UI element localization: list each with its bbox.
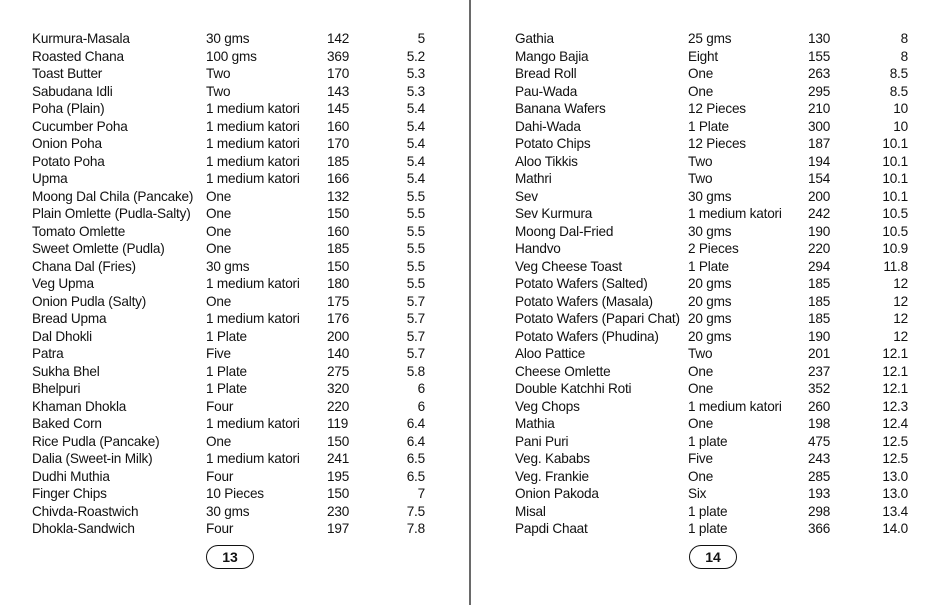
quantity-cell: 100 gms [206, 48, 257, 64]
quantity-cell: 1 medium katori [206, 416, 300, 431]
quantity-cell: Two [688, 153, 713, 169]
calories-cell: 237 [808, 363, 831, 379]
table-row [472, 30, 942, 48]
food-name-cell: Toast Butter [32, 66, 103, 81]
value-cell: 6.5 [406, 451, 425, 466]
value-cell: 5.7 [406, 311, 425, 326]
calories-cell: 180 [327, 276, 350, 291]
food-name-cell: Potato Wafers (Salted) [515, 276, 648, 291]
calories-cell: 241 [327, 451, 350, 466]
food-name-cell: Aloo Pattice [515, 346, 586, 361]
calories-cell: 170 [327, 66, 350, 81]
quantity-cell: One [206, 206, 232, 221]
table-row [0, 170, 470, 188]
food-name-cell: Double Katchhi Roti [515, 381, 632, 396]
table-row [0, 485, 470, 503]
quantity-cell: 30 gms [688, 223, 732, 239]
table-row [0, 468, 470, 486]
value-cell: 10 [893, 101, 908, 116]
quantity-cell: One [206, 433, 232, 449]
food-name-cell: Dahi-Wada [515, 118, 581, 134]
table-row [472, 205, 942, 223]
value-cell: 5.7 [406, 293, 425, 309]
table-row [0, 275, 470, 293]
food-name-cell: Cheese Omlette [515, 363, 611, 379]
food-table-left [0, 30, 470, 538]
calories-cell: 145 [327, 101, 350, 116]
value-cell: 8.5 [889, 83, 908, 99]
quantity-cell: 20 gms [688, 276, 732, 291]
value-cell: 12.1 [882, 381, 908, 396]
value-cell: 12.5 [882, 433, 908, 449]
table-row [472, 293, 942, 311]
table-row [472, 275, 942, 293]
right-page [472, 0, 942, 605]
quantity-cell: 30 gms [206, 258, 250, 274]
calories-cell: 160 [327, 118, 350, 134]
value-cell: 12.1 [882, 346, 908, 361]
food-name-cell: Veg Chops [515, 398, 580, 414]
table-row [472, 258, 942, 276]
calories-cell: 210 [808, 101, 831, 116]
food-name-cell: Veg Cheese Toast [515, 258, 622, 274]
value-cell: 5.5 [406, 188, 425, 204]
food-name-cell: Bread Roll [515, 66, 577, 81]
quantity-cell: One [688, 66, 714, 81]
calories-cell: 154 [808, 171, 831, 186]
table-row [0, 310, 470, 328]
calories-cell: 130 [808, 31, 831, 46]
quantity-cell: 12 Pieces [688, 101, 746, 116]
quantity-cell: One [206, 241, 232, 256]
table-row [472, 433, 942, 451]
calories-cell: 166 [327, 171, 350, 186]
quantity-cell: 1 medium katori [206, 136, 300, 151]
food-name-cell: Pau-Wada [515, 83, 578, 99]
quantity-cell: 1 medium katori [688, 206, 782, 221]
food-name-cell: Potato Wafers (Papari Chat) [515, 311, 680, 326]
quantity-cell: Two [206, 66, 231, 81]
table-row [472, 398, 942, 416]
quantity-cell: Five [206, 346, 231, 361]
food-name-cell: Pani Puri [515, 433, 569, 449]
quantity-cell: 1 Plate [688, 258, 729, 274]
quantity-cell: One [688, 381, 714, 396]
value-cell: 5.4 [406, 101, 425, 116]
calories-cell: 243 [808, 451, 831, 466]
calories-cell: 119 [327, 416, 349, 431]
table-row [0, 328, 470, 346]
value-cell: 5.5 [406, 258, 425, 274]
calories-cell: 176 [327, 311, 350, 326]
food-table-right [472, 30, 942, 538]
food-name-cell: Misal [515, 503, 546, 519]
quantity-cell: Two [688, 171, 713, 186]
book-spine-divider [469, 0, 471, 605]
value-cell: 5.8 [406, 363, 425, 379]
calories-cell: 143 [327, 83, 350, 99]
value-cell: 10.5 [882, 206, 908, 221]
table-row [472, 503, 942, 521]
food-name-cell: Kurmura-Masala [32, 31, 130, 46]
calories-cell: 170 [327, 136, 350, 151]
table-row [0, 450, 470, 468]
calories-cell: 140 [327, 346, 350, 361]
table-row [472, 485, 942, 503]
calories-cell: 195 [327, 468, 350, 484]
food-name-cell: Baked Corn [32, 416, 102, 431]
calories-cell: 242 [808, 206, 831, 221]
table-row [0, 293, 470, 311]
quantity-cell: Five [688, 451, 713, 466]
food-name-cell: Sev [515, 188, 538, 204]
quantity-cell: 1 Plate [206, 381, 247, 396]
table-row [0, 363, 470, 381]
value-cell: 6 [417, 381, 425, 396]
value-cell: 12 [893, 311, 908, 326]
food-name-cell: Poha (Plain) [32, 101, 105, 116]
calories-cell: 185 [808, 276, 831, 291]
table-row [0, 30, 470, 48]
quantity-cell: One [206, 188, 232, 204]
table-row [472, 100, 942, 118]
value-cell: 5.3 [406, 83, 425, 99]
value-cell: 7.8 [406, 521, 425, 536]
table-row [472, 328, 942, 346]
food-name-cell: Veg Upma [32, 276, 94, 291]
calories-cell: 230 [327, 503, 350, 519]
food-name-cell: Dal Dhokli [32, 328, 92, 344]
value-cell: 5.2 [406, 48, 425, 64]
food-name-cell: Sev Kurmura [515, 206, 593, 221]
quantity-cell: 20 gms [688, 328, 732, 344]
food-name-cell: Handvo [515, 241, 561, 256]
table-row [0, 240, 470, 258]
calories-cell: 200 [327, 328, 350, 344]
page-number-badge: 13 [206, 545, 254, 569]
calories-cell: 300 [808, 118, 831, 134]
table-row [472, 65, 942, 83]
food-name-cell: Patra [32, 346, 64, 361]
calories-cell: 175 [327, 293, 350, 309]
calories-cell: 185 [808, 293, 831, 309]
table-row [0, 153, 470, 171]
value-cell: 12 [893, 328, 908, 344]
calories-cell: 160 [327, 223, 350, 239]
quantity-cell: 1 medium katori [688, 398, 782, 414]
table-row [0, 398, 470, 416]
value-cell: 10.5 [882, 223, 908, 239]
food-name-cell: Chivda-Roastwich [32, 503, 139, 519]
table-row [472, 468, 942, 486]
quantity-cell: 25 gms [688, 31, 732, 46]
calories-cell: 185 [327, 241, 350, 256]
table-row [472, 223, 942, 241]
food-name-cell: Onion Pudla (Salty) [32, 293, 147, 309]
value-cell: 12 [893, 293, 908, 309]
value-cell: 8 [900, 48, 908, 64]
calories-cell: 185 [808, 311, 831, 326]
calories-cell: 200 [808, 188, 831, 204]
table-row [472, 363, 942, 381]
value-cell: 5.4 [406, 118, 425, 134]
left-page [0, 0, 470, 605]
food-name-cell: Rice Pudla (Pancake) [32, 433, 160, 449]
value-cell: 6.4 [406, 433, 425, 449]
value-cell: 5.7 [406, 328, 425, 344]
calories-cell: 150 [327, 486, 350, 501]
food-name-cell: Onion Poha [32, 136, 102, 151]
value-cell: 13.0 [882, 468, 908, 484]
table-row [0, 135, 470, 153]
value-cell: 13.0 [882, 486, 908, 501]
quantity-cell: 1 Plate [206, 363, 247, 379]
value-cell: 12.5 [882, 451, 908, 466]
food-name-cell: Sabudana Idli [32, 83, 113, 99]
value-cell: 10.9 [882, 241, 908, 256]
food-name-cell: Potato Poha [32, 153, 105, 169]
calories-cell: 187 [808, 136, 831, 151]
value-cell: 12.3 [882, 398, 908, 414]
calories-cell: 220 [808, 241, 831, 256]
quantity-cell: One [206, 223, 232, 239]
quantity-cell: 1 medium katori [206, 311, 300, 326]
table-row [472, 415, 942, 433]
food-name-cell: Bread Upma [32, 311, 107, 326]
food-name-cell: Dudhi Muthia [32, 468, 110, 484]
food-name-cell: Onion Pakoda [515, 486, 599, 501]
calories-cell: 150 [327, 258, 350, 274]
table-row [472, 48, 942, 66]
table-row [472, 240, 942, 258]
calories-cell: 294 [808, 258, 831, 274]
quantity-cell: One [688, 83, 714, 99]
table-row [472, 188, 942, 206]
calories-cell: 194 [808, 153, 831, 169]
value-cell: 11.8 [883, 258, 908, 274]
calories-cell: 295 [808, 83, 831, 99]
quantity-cell: Two [206, 83, 231, 99]
food-name-cell: Khaman Dhokla [32, 398, 127, 414]
food-name-cell: Sukha Bhel [32, 363, 100, 379]
food-name-cell: Dhokla-Sandwich [32, 521, 135, 536]
calories-cell: 369 [327, 48, 350, 64]
quantity-cell: One [688, 468, 714, 484]
food-name-cell: Cucumber Poha [32, 118, 128, 134]
food-name-cell: Chana Dal (Fries) [32, 258, 136, 274]
table-row [0, 65, 470, 83]
table-row [0, 48, 470, 66]
food-name-cell: Potato Wafers (Masala) [515, 293, 653, 309]
food-name-cell: Finger Chips [32, 486, 107, 501]
quantity-cell: 20 gms [688, 311, 732, 326]
food-name-cell: Papdi Chaat [515, 521, 588, 536]
quantity-cell: Six [688, 486, 707, 501]
quantity-cell: Four [206, 468, 234, 484]
food-name-cell: Aloo Tikkis [515, 153, 578, 169]
table-row [0, 100, 470, 118]
food-name-cell: Dalia (Sweet-in Milk) [32, 451, 153, 466]
table-row [472, 135, 942, 153]
quantity-cell: 1 plate [688, 521, 728, 536]
food-name-cell: Mathri [515, 171, 552, 186]
value-cell: 14.0 [882, 521, 908, 536]
value-cell: 5.5 [406, 206, 425, 221]
value-cell: 12.4 [882, 416, 908, 431]
quantity-cell: 10 Pieces [206, 486, 264, 501]
quantity-cell: 30 gms [688, 188, 732, 204]
food-name-cell: Banana Wafers [515, 101, 606, 116]
value-cell: 5.4 [406, 136, 425, 151]
calories-cell: 190 [808, 328, 831, 344]
value-cell: 7 [417, 486, 425, 501]
calories-cell: 260 [808, 398, 831, 414]
calories-cell: 220 [327, 398, 350, 414]
calories-cell: 475 [808, 433, 831, 449]
food-name-cell: Sweet Omlette (Pudla) [32, 241, 165, 256]
value-cell: 12 [893, 276, 908, 291]
food-name-cell: Potato Chips [515, 136, 591, 151]
food-name-cell: Potato Wafers (Phudina) [515, 328, 659, 344]
value-cell: 12.1 [882, 363, 908, 379]
calories-cell: 298 [808, 503, 831, 519]
table-row [0, 188, 470, 206]
calories-cell: 263 [808, 66, 831, 81]
table-row [472, 170, 942, 188]
value-cell: 6.5 [406, 468, 425, 484]
table-row [472, 520, 942, 538]
quantity-cell: Eight [688, 48, 718, 64]
quantity-cell: Four [206, 521, 234, 536]
quantity-cell: 1 plate [688, 503, 728, 519]
food-name-cell: Veg. Kababs [515, 451, 590, 466]
table-row [0, 380, 470, 398]
food-name-cell: Bhelpuri [32, 381, 81, 396]
food-name-cell: Gathia [515, 31, 554, 46]
table-row [0, 520, 470, 538]
table-row [472, 83, 942, 101]
food-name-cell: Mango Bajia [515, 48, 589, 64]
calories-cell: 201 [808, 346, 831, 361]
value-cell: 5 [417, 31, 425, 46]
value-cell: 10.1 [882, 136, 908, 151]
quantity-cell: One [688, 363, 714, 379]
table-row [472, 380, 942, 398]
value-cell: 5.3 [406, 66, 425, 81]
table-row [0, 433, 470, 451]
value-cell: 6 [417, 398, 425, 414]
quantity-cell: 1 plate [688, 433, 728, 449]
value-cell: 8 [900, 31, 908, 46]
calories-cell: 150 [327, 433, 350, 449]
value-cell: 6.4 [406, 416, 425, 431]
table-row [0, 258, 470, 276]
quantity-cell: Four [206, 398, 234, 414]
quantity-cell: 1 medium katori [206, 118, 300, 134]
value-cell: 10.1 [882, 188, 908, 204]
food-name-cell: Roasted Chana [32, 48, 124, 64]
table-row [0, 205, 470, 223]
food-name-cell: Veg. Frankie [515, 468, 589, 484]
calories-cell: 132 [327, 188, 350, 204]
value-cell: 10.1 [882, 171, 908, 186]
page-number-badge: 14 [689, 545, 737, 569]
food-name-cell: Mathia [515, 416, 555, 431]
table-row [472, 450, 942, 468]
quantity-cell: 12 Pieces [688, 136, 746, 151]
table-row [0, 83, 470, 101]
quantity-cell: 1 medium katori [206, 101, 300, 116]
quantity-cell: Two [688, 346, 713, 361]
calories-cell: 197 [327, 521, 350, 536]
quantity-cell: 2 Pieces [688, 241, 739, 256]
quantity-cell: 30 gms [206, 31, 250, 46]
quantity-cell: One [206, 293, 232, 309]
value-cell: 7.5 [406, 503, 425, 519]
value-cell: 5.5 [406, 223, 425, 239]
calories-cell: 142 [327, 31, 350, 46]
value-cell: 5.4 [406, 171, 425, 186]
calories-cell: 150 [327, 206, 350, 221]
quantity-cell: 1 medium katori [206, 171, 300, 186]
food-name-cell: Moong Dal-Fried [515, 223, 614, 239]
value-cell: 5.7 [406, 346, 425, 361]
table-row [0, 223, 470, 241]
value-cell: 13.4 [882, 503, 908, 519]
food-name-cell: Moong Dal Chila (Pancake) [32, 188, 194, 204]
quantity-cell: 1 Plate [206, 328, 247, 344]
calories-cell: 155 [808, 48, 831, 64]
quantity-cell: 1 Plate [688, 118, 729, 134]
table-row [472, 118, 942, 136]
value-cell: 5.5 [406, 276, 425, 291]
quantity-cell: One [688, 416, 714, 431]
value-cell: 8.5 [889, 66, 908, 81]
calories-cell: 320 [327, 381, 350, 396]
value-cell: 10 [893, 118, 908, 134]
quantity-cell: 1 medium katori [206, 276, 300, 291]
calories-cell: 198 [808, 416, 831, 431]
table-row [472, 310, 942, 328]
calories-cell: 193 [808, 486, 831, 501]
food-name-cell: Upma [32, 171, 68, 186]
calories-cell: 190 [808, 223, 831, 239]
table-row [0, 118, 470, 136]
calories-cell: 285 [808, 468, 831, 484]
calories-cell: 366 [808, 521, 831, 536]
table-row [0, 345, 470, 363]
table-row [472, 345, 942, 363]
value-cell: 5.4 [406, 153, 425, 169]
value-cell: 10.1 [882, 153, 908, 169]
value-cell: 5.5 [406, 241, 425, 256]
calories-cell: 275 [327, 363, 350, 379]
quantity-cell: 20 gms [688, 293, 732, 309]
food-name-cell: Plain Omlette (Pudla-Salty) [32, 206, 191, 221]
quantity-cell: 1 medium katori [206, 451, 300, 466]
table-row [0, 503, 470, 521]
calories-cell: 352 [808, 381, 831, 396]
table-row [472, 153, 942, 171]
food-name-cell: Tomato Omlette [32, 223, 126, 239]
quantity-cell: 30 gms [206, 503, 250, 519]
calories-cell: 185 [327, 153, 350, 169]
quantity-cell: 1 medium katori [206, 153, 300, 169]
table-row [0, 415, 470, 433]
